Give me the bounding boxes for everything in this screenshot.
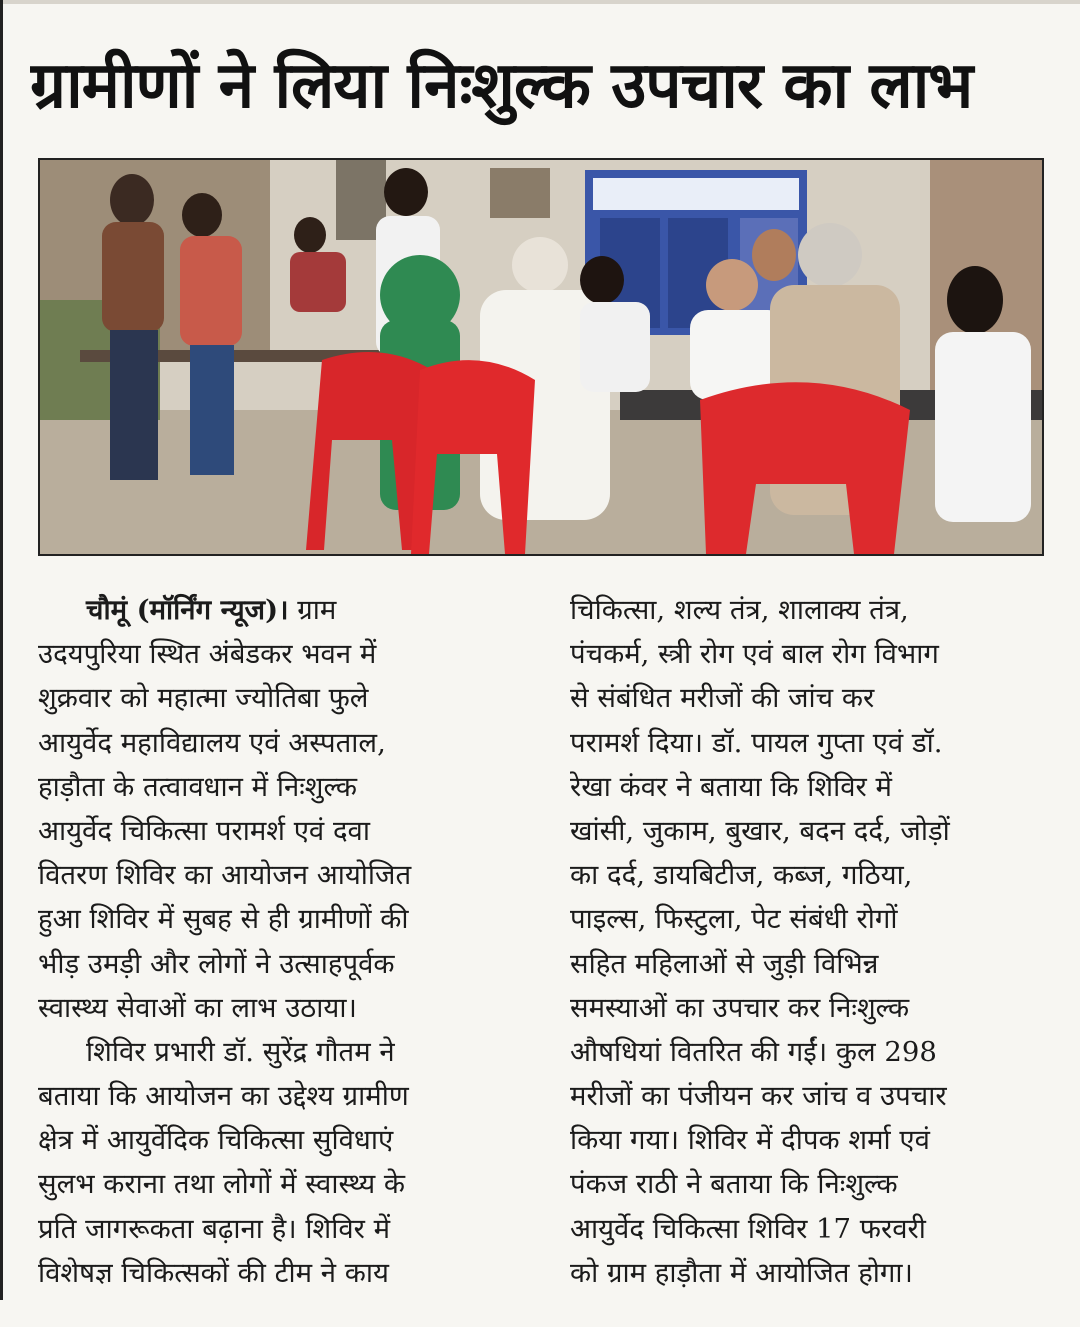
article-column-2 (570, 588, 1048, 1295)
article-line: हुआ शिविर में सुबह से ही ग्रामीणों की (38, 903, 409, 936)
article-line: शिविर प्रभारी डॉ. सुरेंद्र गौतम ने (86, 1035, 395, 1068)
article-line: भीड़ उमड़ी और लोगों ने उत्साहपूर्वक (38, 947, 395, 980)
article-line: स्वास्थ्य सेवाओं का लाभ उठाया। (38, 991, 357, 1024)
article-line: परामर्श दिया। डॉ. पायल गुप्ता एवं डॉ. (570, 726, 943, 759)
article-line: से संबंधित मरीजों की जांच कर (570, 682, 875, 715)
article-line: आयुर्वेद चिकित्सा परामर्श एवं दवा (38, 814, 370, 847)
article-line: आयुर्वेद महाविद्यालय एवं अस्पताल, (38, 726, 386, 759)
article-line: उदयपुरिया स्थित अंबेडकर भवन में (38, 638, 377, 671)
camp-photo (38, 158, 1044, 556)
article-line: का दर्द, डायबिटीज, कब्ज, गठिया, (570, 859, 913, 892)
article-line: पंचकर्म, स्त्री रोग एवं बाल रोग विभाग (570, 638, 939, 671)
article-line: किया गया। शिविर में दीपक शर्मा एवं (570, 1124, 930, 1157)
article-line: प्रति जागरूकता बढ़ाना है। शिविर में (38, 1212, 391, 1245)
article-line: सुलभ कराना तथा लोगों में स्वास्थ्य के (38, 1168, 406, 1201)
article-line: वितरण शिविर का आयोजन आयोजित (38, 859, 412, 892)
article-line: औषधियां वितरित की गईं। कुल 298 (570, 1035, 937, 1068)
article-line: आयुर्वेद चिकित्सा शिविर 17 फरवरी (570, 1212, 926, 1245)
article-line: शुक्रवार को महात्मा ज्योतिबा फुले (38, 682, 369, 715)
top-divider (0, 0, 1080, 4)
article-line: सहित महिलाओं से जुड़ी विभिन्न (570, 947, 879, 980)
article-line: को ग्राम हाड़ौता में आयोजित होगा। (570, 1256, 913, 1289)
article-line: विशेषज्ञ चिकित्सकों की टीम ने काय (38, 1256, 389, 1289)
article-line: खांसी, जुकाम, बुखार, बदन दर्द, जोड़ों (570, 814, 950, 847)
article-line: मरीजों का पंजीयन कर जांच व उपचार (570, 1080, 947, 1113)
article-line: बताया कि आयोजन का उद्देश्य ग्रामीण (38, 1080, 409, 1113)
article-line: पाइल्स, फिस्टुला, पेट संबंधी रोगों (570, 903, 898, 936)
article-line (38, 588, 516, 632)
article-line: क्षेत्र में आयुर्वेदिक चिकित्सा सुविधाएं (38, 1124, 394, 1157)
article-line: चिकित्सा, शल्य तंत्र, शालाक्य तंत्र, (570, 594, 909, 626)
article-line-text: ग्राम (297, 594, 337, 626)
article-dateline: चौमूं (मॉर्निंग न्यूज)। (86, 594, 289, 626)
article-line: पंकज राठी ने बताया कि निःशुल्क (570, 1168, 898, 1201)
article-line: हाड़ौता के तत्वावधान में निःशुल्क (38, 770, 358, 803)
page-bottom (0, 1312, 1080, 1327)
article-line: रेखा कंवर ने बताया कि शिविर में (570, 770, 892, 803)
camp-photo-illustration (40, 160, 1042, 554)
left-column-rule (0, 0, 3, 1300)
article-headline: ग्रामीणों ने लिया निःशुल्क उपचार का लाभ (30, 49, 973, 123)
article-line: समस्याओं का उपचार कर निःशुल्क (570, 991, 910, 1024)
article-column-1 (38, 588, 516, 1295)
